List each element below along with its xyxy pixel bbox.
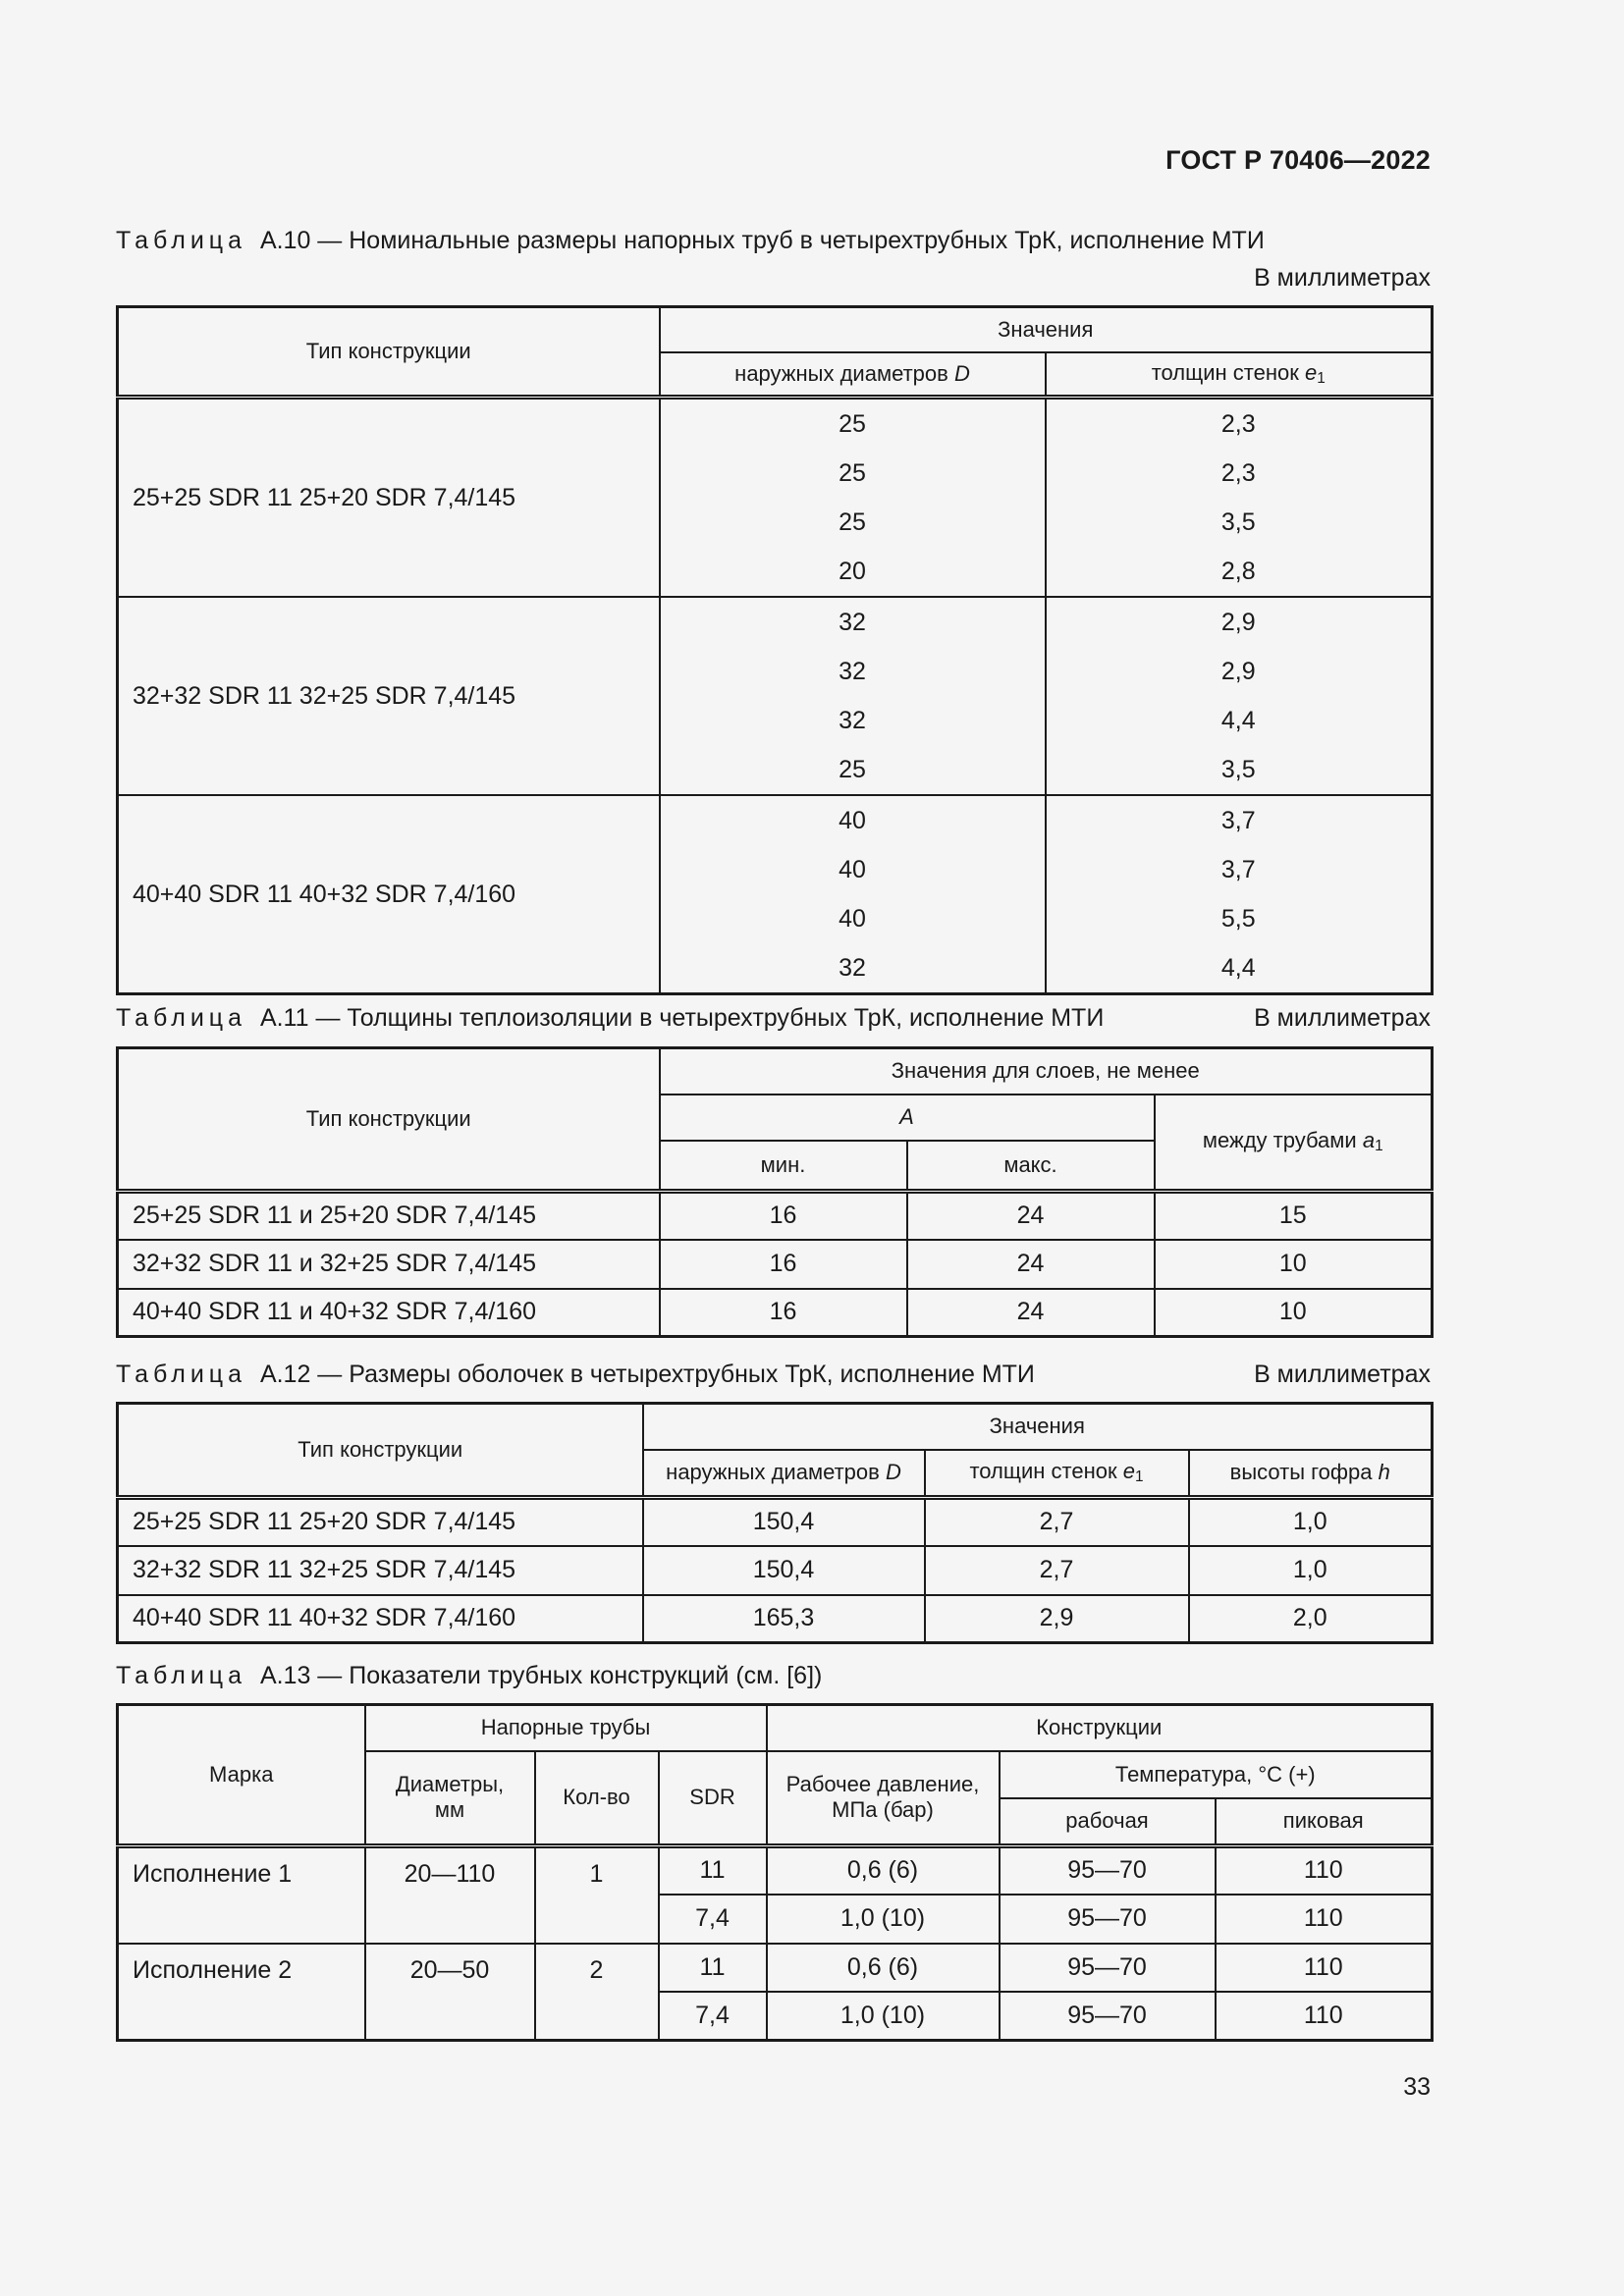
header-sdr: SDR: [659, 1751, 767, 1846]
max-cell: 24: [907, 1289, 1155, 1337]
diameter-cell: 20—110: [365, 1846, 535, 1944]
construction-type: 25+25 SDR 11 25+20 SDR 7,4/145: [118, 1498, 643, 1546]
table-row: [118, 1498, 1433, 1546]
height-cell: 1,0: [1189, 1498, 1433, 1546]
count-cell: 1: [535, 1846, 659, 1944]
peak-temp-cell: 110: [1216, 1992, 1433, 2041]
diameter-cell: 165,3: [643, 1595, 925, 1643]
working-temp-cell: 95—70: [1000, 1895, 1216, 1944]
table-row: [118, 1240, 1433, 1289]
table-row: [118, 1546, 1433, 1595]
header-wall-thickness: толщин стенок $e_1$: [925, 1450, 1189, 1498]
header-temperature: Температура, °С (+): [1000, 1751, 1433, 1798]
construction-type: 25+25 SDR 11 и 25+20 SDR 7,4/145: [118, 1192, 660, 1240]
header-working-temp: рабочая: [1000, 1798, 1216, 1846]
mark-cell: Исполнение 1: [118, 1846, 365, 1944]
header-min: мин.: [660, 1141, 907, 1192]
header-working-pressure: Рабочее давление, МПа (бар): [767, 1751, 1000, 1846]
table-a11-unit: В миллиметрах: [1254, 1004, 1431, 1032]
header-outer-diameter: наружных диаметров D: [643, 1450, 925, 1498]
header-values: Значения: [643, 1404, 1433, 1450]
table-a12-caption: [116, 1360, 1431, 1389]
construction-type: 40+40 SDR 11 40+32 SDR 7,4/160: [118, 795, 660, 994]
min-cell: 16: [660, 1289, 907, 1337]
table-a13: [116, 1703, 1434, 2042]
peak-temp-cell: 110: [1216, 1944, 1433, 1992]
header-count: Кол-во: [535, 1751, 659, 1846]
table-title: А.12 — Размеры оболочек в четырехтрубных ТрК, исполнение МТИ: [259, 1361, 1035, 1388]
construction-type: 32+32 SDR 11 32+25 SDR 7,4/145: [118, 597, 660, 795]
construction-type: 40+40 SDR 11 и 40+32 SDR 7,4/160: [118, 1289, 660, 1337]
table-label: Таблица: [116, 1361, 247, 1388]
sdr-cell: 11: [659, 1846, 767, 1895]
construction-type: 32+32 SDR 11 и 32+25 SDR 7,4/145: [118, 1240, 660, 1289]
pressure-cell: 0,6 (6): [767, 1846, 1000, 1895]
construction-type: 40+40 SDR 11 40+32 SDR 7,4/160: [118, 1595, 643, 1643]
header-outer-diameter: наружных диаметров D: [660, 352, 1046, 398]
header-peak-temp: пиковая: [1216, 1798, 1433, 1846]
header-max: макс.: [907, 1141, 1155, 1192]
table-a11-caption: [116, 1003, 1431, 1033]
mark-cell: Исполнение 2: [118, 1944, 365, 2041]
header-layer-a: A: [660, 1095, 1155, 1141]
header-type: Тип конструкции: [118, 307, 660, 398]
table-row: [118, 1944, 1433, 1992]
sdr-cell: 7,4: [659, 1895, 767, 1944]
header-type: Тип конструкции: [118, 1404, 643, 1498]
table-a10-caption: [116, 226, 1431, 255]
diameter-cell: 25 25 25 20: [660, 398, 1046, 598]
table-a10-unit: В миллиметрах: [1254, 264, 1431, 292]
diameter-cell: 20—50: [365, 1944, 535, 2041]
construction-type: 32+32 SDR 11 32+25 SDR 7,4/145: [118, 1546, 643, 1595]
table-title: А.11 — Толщины теплоизоляции в четырехтрубных ТрК, исполнение МТИ: [259, 1004, 1105, 1032]
sdr-cell: 7,4: [659, 1992, 767, 2041]
thickness-cell: 2,9: [925, 1595, 1189, 1643]
header-diameters: Диаметры, мм: [365, 1751, 535, 1846]
header-values: Значения: [660, 307, 1433, 352]
thickness-cell: 2,9 2,9 4,4 3,5: [1046, 597, 1433, 795]
pressure-cell: 0,6 (6): [767, 1944, 1000, 1992]
thickness-cell: 3,7 3,7 5,5 4,4: [1046, 795, 1433, 994]
working-temp-cell: 95—70: [1000, 1944, 1216, 1992]
diameter-cell: 150,4: [643, 1546, 925, 1595]
table-title: А.10 — Номинальные размеры напорных труб в четырехтрубных ТрК, исполнение МТИ: [259, 227, 1265, 254]
table-row: [118, 597, 1433, 795]
between-cell: 10: [1155, 1240, 1433, 1289]
diameter-cell: 32 32 32 25: [660, 597, 1046, 795]
height-cell: 1,0: [1189, 1546, 1433, 1595]
working-temp-cell: 95—70: [1000, 1992, 1216, 2041]
diameter-cell: 40 40 40 32: [660, 795, 1046, 994]
header-pressure-pipes: Напорные трубы: [365, 1705, 767, 1751]
count-cell: 2: [535, 1944, 659, 2041]
table-a12-unit: В миллиметрах: [1254, 1361, 1431, 1388]
header-between-pipes: между трубами $a_1$: [1155, 1095, 1433, 1192]
page-number: 33: [1403, 2073, 1431, 2101]
between-cell: 15: [1155, 1192, 1433, 1240]
pressure-cell: 1,0 (10): [767, 1895, 1000, 1944]
table-row: [118, 795, 1433, 994]
between-cell: 10: [1155, 1289, 1433, 1337]
sdr-cell: 11: [659, 1944, 767, 1992]
table-label: Таблица: [116, 227, 247, 254]
table-a12: [116, 1402, 1434, 1644]
table-a10: [116, 305, 1434, 995]
construction-type: 25+25 SDR 11 25+20 SDR 7,4/145: [118, 398, 660, 598]
table-a13-caption: [116, 1661, 1431, 1690]
table-label: Таблица: [116, 1004, 247, 1032]
header-corrugation-height: высоты гофра h: [1189, 1450, 1433, 1498]
header-wall-thickness: толщин стенок $e_1$: [1046, 352, 1433, 398]
min-cell: 16: [660, 1192, 907, 1240]
table-row: [118, 1289, 1433, 1337]
pressure-cell: 1,0 (10): [767, 1992, 1000, 2041]
thickness-cell: 2,7: [925, 1546, 1189, 1595]
thickness-cell: 2,3 2,3 3,5 2,8: [1046, 398, 1433, 598]
height-cell: 2,0: [1189, 1595, 1433, 1643]
peak-temp-cell: 110: [1216, 1895, 1433, 1944]
max-cell: 24: [907, 1192, 1155, 1240]
document-id: ГОСТ Р 70406—2022: [1165, 145, 1431, 175]
table-title: А.13 — Показатели трубных конструкций (см. [6]): [259, 1662, 823, 1689]
min-cell: 16: [660, 1240, 907, 1289]
header-mark: Марка: [118, 1705, 365, 1846]
thickness-cell: 2,7: [925, 1498, 1189, 1546]
table-row: [118, 1846, 1433, 1895]
working-temp-cell: 95—70: [1000, 1846, 1216, 1895]
table-row: [118, 1192, 1433, 1240]
table-row: [118, 398, 1433, 598]
table-row: [118, 1595, 1433, 1643]
header-constructions: Конструкции: [767, 1705, 1433, 1751]
header-type: Тип конструкции: [118, 1048, 660, 1192]
table-a11: [116, 1046, 1434, 1338]
table-label: Таблица: [116, 1662, 247, 1689]
max-cell: 24: [907, 1240, 1155, 1289]
header-values: Значения для слоев, не менее: [660, 1048, 1433, 1095]
diameter-cell: 150,4: [643, 1498, 925, 1546]
peak-temp-cell: 110: [1216, 1846, 1433, 1895]
